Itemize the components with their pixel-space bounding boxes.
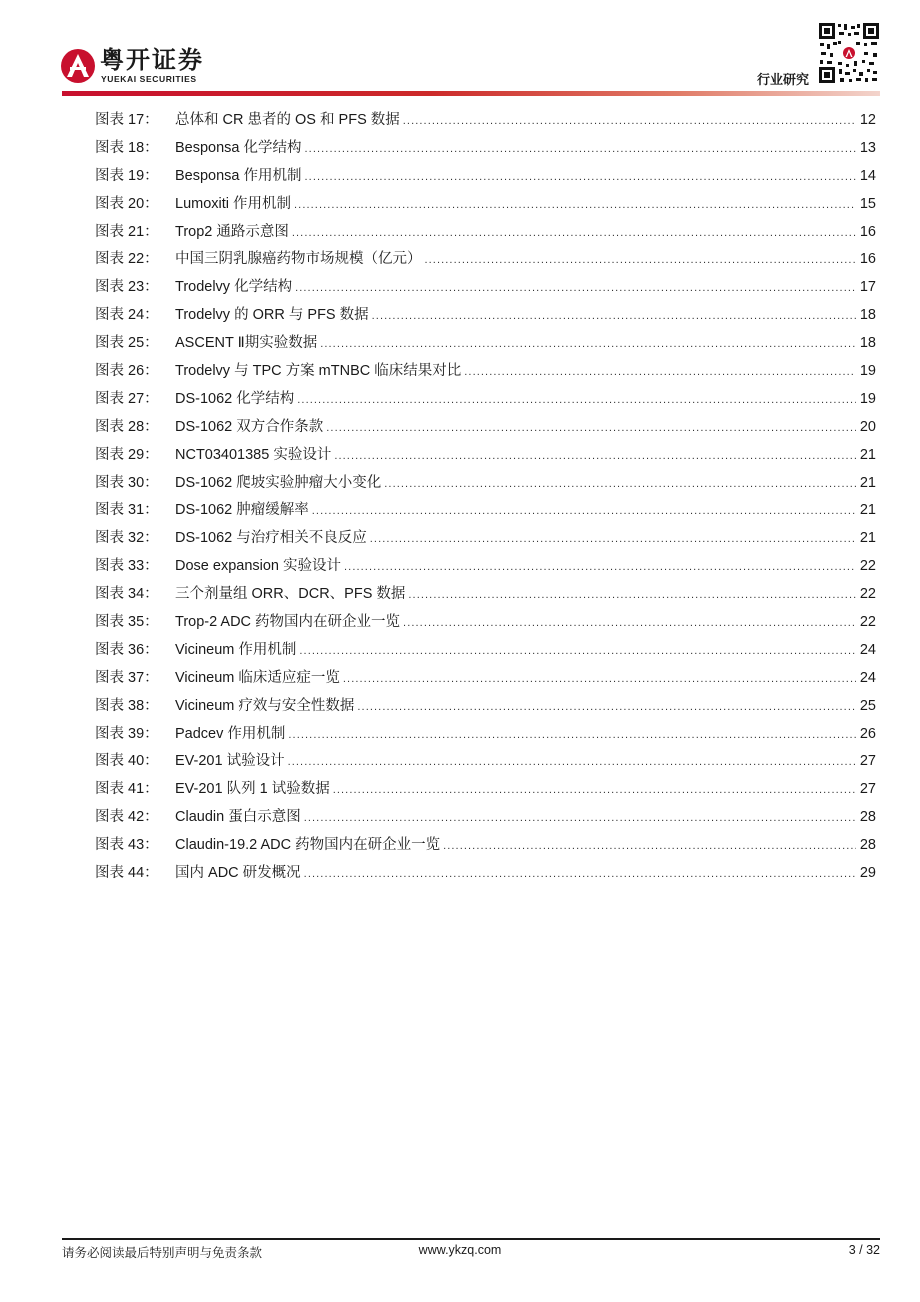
toc-entry-page: 25 (859, 697, 876, 714)
toc-entry-title: Claudin 蛋白示意图 (175, 809, 301, 826)
toc-entry-title: Vicineum 疗效与安全性数据 (175, 697, 355, 714)
toc-entry[interactable] (95, 445, 876, 473)
footer-divider (62, 1238, 880, 1240)
toc-entry[interactable] (95, 305, 876, 333)
toc-entry-number: 图表 23： (95, 279, 159, 296)
toc-leader-dots (443, 836, 856, 856)
toc-entry-page: 18 (859, 307, 876, 324)
toc-leader-dots (403, 111, 856, 131)
toc-leader-dots (297, 390, 856, 410)
toc-leader-dots (312, 501, 856, 521)
toc-entry-title: 三个剂量组 ORR、DCR、PFS 数据 (175, 586, 406, 603)
toc-entry-page: 21 (859, 502, 876, 519)
toc-entry[interactable] (95, 417, 876, 445)
toc-entry-title: DS-1062 与治疗相关不良反应 (175, 530, 367, 547)
toc-entry-page: 20 (859, 418, 876, 435)
toc-entry-number: 图表 19： (95, 167, 159, 184)
toc-entry-number: 图表 27： (95, 390, 159, 407)
toc-entry-title: Claudin-19.2 ADC 药物国内在研企业一览 (175, 837, 441, 854)
toc-entry-title: Padcev 作用机制 (175, 725, 286, 742)
toc-entry[interactable] (95, 556, 876, 584)
toc-entry-page: 15 (859, 195, 876, 212)
toc-entry-number: 图表 22： (95, 251, 159, 268)
toc-entry-title: 国内 ADC 研发概况 (175, 865, 301, 882)
toc-entry-title: DS-1062 化学结构 (175, 390, 295, 407)
toc-entry-number: 图表 38： (95, 697, 159, 714)
toc-entry[interactable] (95, 249, 876, 277)
toc-leader-dots (304, 864, 856, 884)
toc-entry-number: 图表 37： (95, 669, 159, 686)
toc-entry-page: 17 (859, 279, 876, 296)
toc-leader-dots (292, 223, 856, 243)
brand-name-cn: 粤开证券 (100, 47, 204, 74)
toc-leader-dots (305, 139, 856, 159)
toc-entry-page: 18 (859, 335, 876, 352)
toc-entry-page: 16 (859, 223, 876, 240)
toc-entry-number: 图表 42： (95, 809, 159, 826)
toc-entry-title: 总体和 CR 患者的 OS 和 PFS 数据 (175, 112, 400, 128)
toc-entry-page: 14 (859, 167, 876, 184)
toc-entry[interactable] (95, 751, 876, 779)
brand-name-en: YUEKAI SECURITIES (101, 74, 197, 84)
toc-leader-dots (294, 195, 856, 215)
toc-entry[interactable] (95, 724, 876, 752)
toc-entry[interactable] (95, 835, 876, 863)
toc-entry-title: Trodelvy 化学结构 (175, 279, 293, 296)
toc-leader-dots (288, 752, 856, 772)
toc-entry[interactable] (95, 194, 876, 222)
footer-disclaimer: 请务必阅读最后特别声明与免责条款 (62, 1246, 263, 1260)
toc-entry-page: 26 (859, 725, 876, 742)
toc-entry-title: ASCENT Ⅱ期实验数据 (175, 335, 318, 352)
toc-entry-number: 图表 34： (95, 586, 159, 603)
toc-entry-title: Trop2 通路示意图 (175, 223, 289, 240)
toc-entry[interactable] (95, 779, 876, 807)
toc-entry-title: Besponsa 化学结构 (175, 139, 302, 156)
toc-leader-dots (384, 474, 856, 494)
toc-entry[interactable] (95, 110, 876, 138)
toc-entry-page: 27 (859, 753, 876, 770)
toc-entry-title: Trop-2 ADC 药物国内在研企业一览 (175, 614, 401, 631)
toc-entry[interactable] (95, 389, 876, 417)
toc-entry-number: 图表 33： (95, 558, 159, 575)
toc-leader-dots (299, 641, 856, 661)
toc-leader-dots (408, 585, 856, 605)
toc-leader-dots (372, 306, 856, 326)
toc-entry-number: 图表 18： (95, 139, 159, 156)
toc-entry-number: 图表 39： (95, 725, 159, 742)
header-divider (62, 91, 880, 96)
section-label: 行业研究 (757, 72, 810, 87)
toc-entry-title: Dose expansion 实验设计 (175, 558, 342, 575)
toc-entry-page: 19 (859, 390, 876, 407)
yuekai-logo-icon (60, 48, 96, 84)
toc-entry[interactable] (95, 863, 876, 891)
toc-entry[interactable] (95, 696, 876, 724)
toc-entry-page: 12 (859, 112, 876, 128)
toc-entry-number: 图表 29： (95, 446, 159, 463)
toc-entry-number: 图表 21： (95, 223, 159, 240)
toc-entry-page: 28 (859, 809, 876, 826)
toc-leader-dots (464, 362, 856, 382)
toc-entry[interactable] (95, 584, 876, 612)
toc-entry-title: Trodelvy 的 ORR 与 PFS 数据 (175, 307, 369, 324)
toc-entry-number: 图表 43： (95, 837, 159, 854)
toc-leader-dots (343, 669, 856, 689)
toc-entry-title: Lumoxiti 作用机制 (175, 195, 292, 212)
figure-list (95, 110, 876, 891)
toc-leader-dots (357, 697, 856, 717)
toc-entry-title: Trodelvy 与 TPC 方案 mTNBC 临床结果对比 (175, 363, 462, 380)
toc-entry-number: 图表 36： (95, 641, 159, 658)
toc-entry-page: 27 (859, 781, 876, 798)
toc-entry-title: DS-1062 肿瘤缓解率 (175, 502, 309, 519)
toc-entry-number: 图表 35： (95, 614, 159, 631)
toc-entry-number: 图表 44： (95, 865, 159, 882)
toc-leader-dots (333, 780, 856, 800)
toc-leader-dots (326, 418, 856, 438)
toc-entry-page: 28 (859, 837, 876, 854)
toc-entry-title: Besponsa 作用机制 (175, 167, 302, 184)
toc-entry-page: 22 (859, 586, 876, 603)
toc-entry[interactable] (95, 668, 876, 696)
toc-leader-dots (344, 557, 856, 577)
toc-leader-dots (320, 334, 856, 354)
toc-entry-page: 16 (859, 251, 876, 268)
toc-entry[interactable] (95, 277, 876, 305)
toc-entry[interactable] (95, 612, 876, 640)
toc-entry-title: Vicineum 作用机制 (175, 641, 297, 658)
toc-leader-dots (288, 725, 856, 745)
toc-entry-page: 24 (859, 669, 876, 686)
toc-entry-number: 图表 26： (95, 363, 159, 380)
toc-leader-dots (370, 529, 856, 549)
toc-entry-page: 24 (859, 641, 876, 658)
toc-entry-page: 22 (859, 614, 876, 631)
toc-entry[interactable] (95, 222, 876, 250)
toc-entry-page: 13 (859, 139, 876, 156)
toc-leader-dots (403, 613, 856, 633)
toc-entry[interactable] (95, 361, 876, 389)
toc-leader-dots (334, 446, 856, 466)
toc-entry[interactable] (95, 528, 876, 556)
toc-entry-page: 29 (859, 865, 876, 882)
toc-entry-title: Vicineum 临床适应症一览 (175, 669, 340, 686)
toc-entry-number: 图表 24： (95, 307, 159, 324)
toc-entry[interactable] (95, 807, 876, 835)
toc-entry-title: EV-201 试验设计 (175, 753, 285, 770)
toc-entry-number: 图表 32： (95, 530, 159, 547)
toc-entry[interactable] (95, 166, 876, 194)
toc-entry-number: 图表 41： (95, 781, 159, 798)
page-header (0, 0, 920, 100)
toc-entry-number: 图表 30： (95, 474, 159, 491)
toc-entry-page: 22 (859, 558, 876, 575)
toc-leader-dots (305, 167, 856, 187)
toc-entry-number: 图表 20： (95, 195, 159, 212)
footer-page-number: 3 / 32 (848, 1243, 880, 1257)
toc-entry-title: 中国三阴乳腺癌药物市场规模（亿元） (175, 251, 422, 268)
toc-entry[interactable] (95, 640, 876, 668)
footer-website: www.ykzq.com (418, 1243, 502, 1257)
qr-code-icon (818, 22, 880, 84)
toc-entry-page: 21 (859, 446, 876, 463)
toc-entry[interactable] (95, 473, 876, 501)
toc-leader-dots (295, 278, 856, 298)
toc-entry[interactable] (95, 138, 876, 166)
toc-entry-page: 21 (859, 530, 876, 547)
toc-entry-number: 图表 28： (95, 418, 159, 435)
toc-leader-dots (425, 250, 857, 270)
toc-entry-title: EV-201 队列 1 试验数据 (175, 781, 330, 798)
toc-entry-number: 图表 25： (95, 335, 159, 352)
toc-entry-title: DS-1062 爬坡实验肿瘤大小变化 (175, 474, 382, 491)
toc-entry-number: 图表 40： (95, 753, 159, 770)
toc-entry-number: 图表 31： (95, 502, 159, 519)
toc-entry-page: 21 (859, 474, 876, 491)
toc-entry-page: 19 (859, 363, 876, 380)
toc-entry-number: 图表 17： (95, 112, 159, 128)
toc-entry-title: NCT03401385 实验设计 (175, 446, 332, 463)
toc-entry[interactable] (95, 333, 876, 361)
toc-leader-dots (304, 808, 856, 828)
toc-entry[interactable] (95, 500, 876, 528)
toc-entry-title: DS-1062 双方合作条款 (175, 418, 324, 435)
